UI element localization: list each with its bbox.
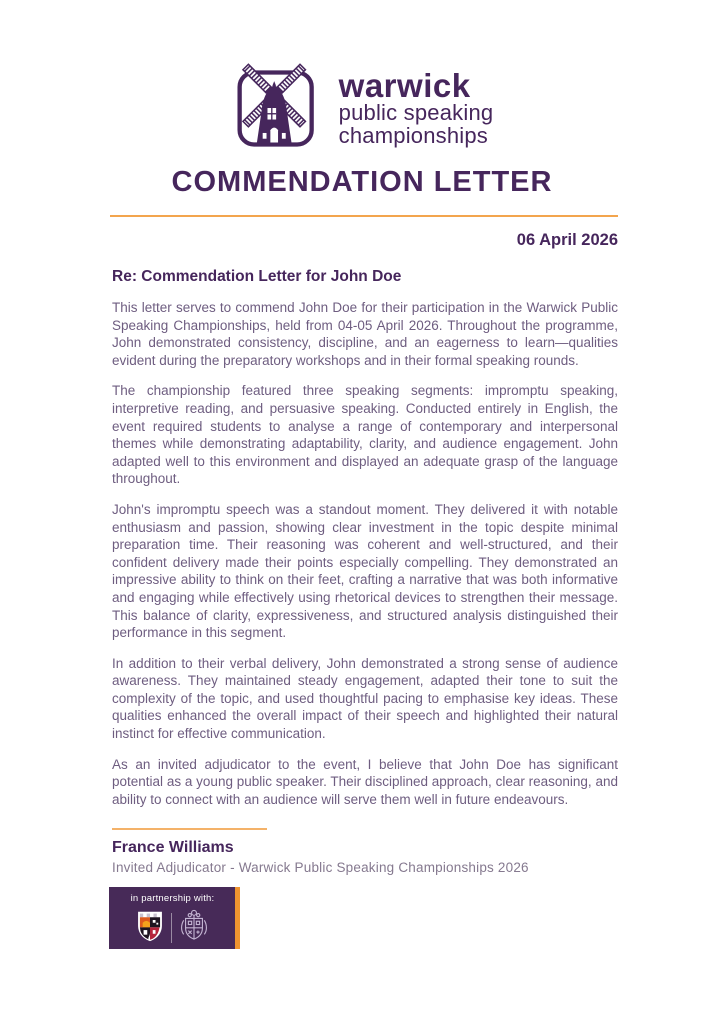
crest-divider xyxy=(171,913,172,943)
letter-paragraph: The championship featured three speaking segments: impromptu speaking, interpretive reading, and persuasive speaking. Conducted entirely in English, the event required students to analyse a range of contemporary and interpersonal themes while demonstrating adaptability, clarity, and audience engagement. John adapted well to this environment and displayed an adequate grasp of the language throughout. xyxy=(112,383,618,487)
brand-logo xyxy=(0,0,724,156)
letter-paragraph: This letter serves to commend John Doe for their participation in the Warwick Public Speaking Championships, held from 04-05 April 2026. Throughout the programme, John demonstrated consistency, discipline, and an eagerness to learn—qualities evident during the preparatory workshops and in their formal speaking rounds. xyxy=(112,300,618,368)
school-crest-outline-icon xyxy=(179,908,209,947)
letter-body xyxy=(112,231,618,949)
letter-paragraph: John's impromptu speech was a standout moment. They delivered it with notable enthusiasm and passion, showing clear investment in the topic despite minimal preparation time. Their reasoning was coherent and well-structured, and their confident delivery made their points especially compelling. They demonstrated an impressive ability to think on their feet, crafting a narrative that was both informative and engaging while effectively using rhetorical devices to strengthen their message. This balance of clarity, expressiveness, and structured analysis distinguished their performance in this segment. xyxy=(112,501,618,641)
letter-paragraph: In addition to their verbal delivery, John demonstrated a strong sense of audience awareness. They maintained steady engagement, adapted their tone to suit the complexity of the topic, and used thoughtful pacing to emphasise key ideas. These qualities enhanced the overall impact of their speech and highlighted their natural instinct for effective communication. xyxy=(112,655,618,742)
windmill-icon xyxy=(231,60,327,156)
letter-subject: Re: Commendation Letter for John Doe xyxy=(112,268,402,285)
signatory-name: France Williams xyxy=(112,839,234,857)
page-title: COMMENDATION LETTER xyxy=(171,166,553,198)
brand-wordmark xyxy=(339,69,494,147)
brand-name: warwick xyxy=(338,67,471,105)
partnership-logos xyxy=(136,908,209,947)
brand-tagline-2: championships xyxy=(338,122,489,148)
orange-stripe xyxy=(235,887,240,949)
signature-line xyxy=(112,828,267,830)
letter-date: 06 April 2026 xyxy=(516,231,618,249)
letter-paragraph: As an invited adjudicator to the event, I believe that John Doe has significant potential as a young public speaker. Their disciplined approach, clear reasoning, and ability to connect with an audience will serve them well in future endeavours. xyxy=(112,756,618,807)
school-crest-shield-icon xyxy=(136,909,164,947)
header-divider xyxy=(110,215,618,217)
partnership-label: in partnership with: xyxy=(130,893,215,905)
signatory-role: Invited Adjudicator - Warwick Public Speaking Championships 2026 xyxy=(112,860,529,876)
brand-tagline-1: public speaking xyxy=(338,100,494,126)
partnership-box xyxy=(109,887,240,949)
